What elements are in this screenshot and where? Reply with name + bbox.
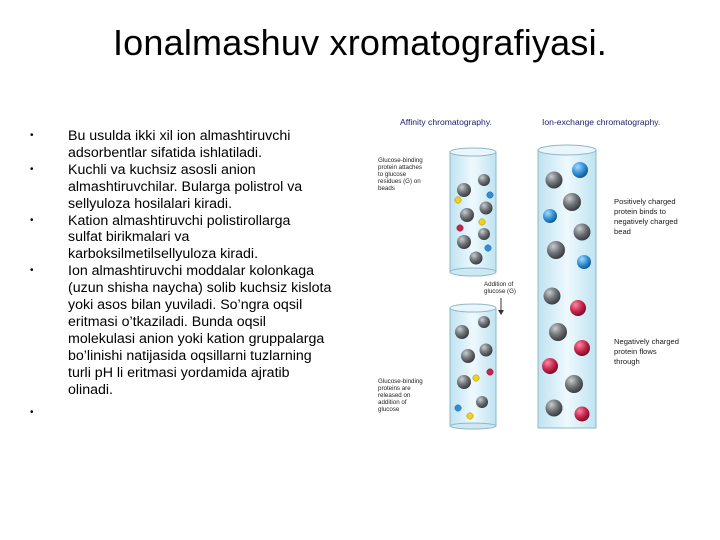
protein [487,192,493,198]
protein [487,369,493,375]
bullet-line: olinadi. [68,381,113,398]
bullet-line: sulfat birikmalari va [68,229,190,246]
svg-text:proteins are: proteins are [378,385,411,392]
protein [467,413,473,419]
note-ion-top [614,197,678,236]
svg-text:glucose (G): glucose (G) [484,288,516,295]
bullet-item-4 [30,263,370,398]
svg-text:residues (G) on: residues (G) on [378,178,421,185]
protein [457,225,463,231]
bullet-line: yoki asos bilan yuviladi. So’ngra oqsil [68,297,303,314]
chromatography-figure [372,110,692,430]
bead [547,241,565,259]
bead [546,172,563,189]
bead [478,316,490,328]
svg-text:protein flows: protein flows [614,347,657,356]
svg-text:glucose: glucose [378,406,400,413]
bullet-marker: • [30,214,34,226]
bead [563,193,581,211]
bead-negative [570,300,586,316]
bullet-line: sellyuloza hosilalari kiradi. [68,195,233,212]
bead-positive [577,255,591,269]
svg-text:Glucose-binding: Glucose-binding [378,378,423,385]
svg-text:Addition of: Addition of [484,281,514,288]
note-ion-bottom [614,337,679,366]
affinity-title: Affinity chromatography. [400,117,492,127]
bullet-line: eritmasi o’tkaziladi. Bunda oqsil [68,313,266,330]
bullet-marker: • [30,406,34,418]
svg-text:through: through [614,357,640,366]
note-affinity-bottom [378,378,423,413]
bead [455,325,469,339]
protein [455,405,461,411]
bullet-marker: • [30,163,34,175]
chromatography-illustration [372,110,692,430]
protein [473,375,479,381]
bullet-item-2 [30,162,370,213]
bead-positive [543,209,557,223]
protein [485,245,491,251]
svg-text:negatively charged: negatively charged [614,217,678,226]
bullet-line: bo’linishi natijasida oqsillarni tuzlarning [68,347,312,364]
bead-negative [575,407,590,422]
protein [455,197,461,203]
bullet-line: (uzun shisha naycha) solib kuchsiz kislota [68,280,332,297]
arrow-down-icon [498,298,504,315]
bullet-line: turli pH li eritmasi yordamida ajratib [68,364,290,381]
bead [565,375,583,393]
svg-text:protein binds to: protein binds to [614,207,666,216]
slide-title: Ionalmashuv xromatografiyasi. [112,22,607,63]
note-affinity-mid [484,281,516,295]
bead [549,323,567,341]
bead [544,288,561,305]
bead [480,344,493,357]
ion-exchange-title: Ion-exchange chromatography. [542,117,661,127]
bullet-line: Kuchli va kuchsiz asosli anion [68,161,256,178]
bead-positive [572,162,588,178]
bead [470,252,483,265]
bead-negative [574,340,590,356]
svg-text:Positively charged: Positively charged [614,197,676,206]
bead [457,375,471,389]
bead [461,349,475,363]
svg-text:to glucose: to glucose [378,171,407,178]
bead-negative [542,358,558,374]
bullet-item-3 [30,213,370,264]
bullet-line: almashtiruvchilar. Bularga polistrol va [68,178,303,195]
bullet-line: Kation almashtiruvchi polistirollarga [68,212,291,229]
bead [480,202,493,215]
bullet-line: adsorbentlar sifatida ishlatiladi. [68,144,263,161]
bead [460,208,474,222]
svg-text:bead: bead [614,227,631,236]
bullet-line: molekulasi anion yoki kation gruppalarga [68,330,325,347]
bead [478,174,490,186]
bullet-line: Bu usulda ikki xil ion almashtiruvchi [68,128,291,144]
bead [457,235,471,249]
note-affinity-top [378,157,423,192]
bullet-line: karboksilmetilsellyuloza kiradi. [68,246,259,263]
svg-text:protein attaches: protein attaches [378,164,423,171]
protein [479,219,485,225]
bead [476,396,488,408]
svg-text:released on: released on [378,392,411,399]
bullet-marker: • [30,265,34,277]
bullet-marker: • [30,130,34,141]
bullet-line: Ion almashtiruvchi moddalar kolonkaga [68,263,315,280]
bead [546,400,563,417]
bullet-item-1 [30,128,370,162]
bead [457,183,471,197]
bead [478,228,490,240]
svg-text:Glucose-binding: Glucose-binding [378,157,423,164]
svg-text:Negatively charged: Negatively charged [614,337,680,346]
bullet-list [30,128,370,418]
svg-text:addition of: addition of [378,399,407,406]
svg-text:beads: beads [378,185,395,192]
bead [574,224,591,241]
